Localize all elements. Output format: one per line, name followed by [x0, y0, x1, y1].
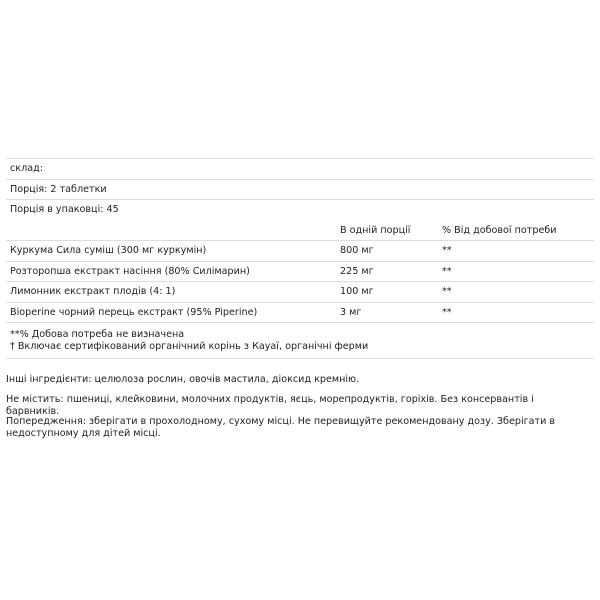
ingredient-row [6, 303, 594, 324]
free-from-statement: Не містить: пшениці, клейковини, молочних продуктів, яєць, морепродуктів, горіхів. Без консервантів і барвників. [6, 394, 534, 417]
ingredient-row [6, 241, 594, 262]
servings-per-container-row [6, 200, 594, 221]
facts-heading-row [6, 159, 594, 180]
column-header-row [6, 221, 594, 242]
footnote-daily-value: **% Добова потреба не визначена [10, 329, 185, 340]
ingredient-row [6, 282, 594, 303]
ingredient-daily-value: ** [442, 286, 452, 297]
column-header-amount: В одній порції [340, 224, 411, 236]
serving-size: Порція: 2 таблетки [10, 183, 107, 195]
ingredient-daily-value: ** [442, 245, 452, 256]
facts-footnotes [6, 323, 594, 359]
ingredient-row [6, 262, 594, 283]
ingredient-amount: 3 мг [340, 306, 362, 318]
column-header-daily-value: % Від добової потреби [442, 224, 557, 236]
ingredient-name: Bioperine чорний перець екстракт (95% Piperine) [10, 306, 258, 318]
ingredient-name: Лимонник екстракт плодів (4: 1) [10, 286, 176, 297]
ingredient-name: Куркума Сила суміш (300 мг куркумін) [10, 245, 207, 256]
ingredient-amount: 100 мг [340, 286, 374, 297]
other-ingredients: Інші інгредієнти: целюлоза рослин, овочів мастила, діоксид кремнію. [6, 374, 360, 385]
facts-heading: склад: [10, 163, 43, 174]
footnote-organic: † Включає сертифікований органічний корінь з Кауаї, органічні ферми [10, 341, 369, 352]
ingredient-daily-value: ** [442, 265, 452, 277]
warning-statement: Попередження: зберігати в прохолодному, сухому місці. Не перевищуйте рекомендовану дозу. Зберігати в недоступному для дітей місці. [6, 416, 556, 439]
ingredient-daily-value: ** [442, 306, 452, 318]
ingredient-amount: 225 мг [340, 265, 374, 277]
ingredient-name: Розторопша екстракт насіння (80% Силімарин) [10, 265, 250, 277]
ingredient-amount: 800 мг [340, 245, 374, 256]
serving-size-row [6, 180, 594, 201]
servings-per-container: Порція в упаковці: 45 [10, 204, 119, 215]
supplement-facts-table [6, 158, 594, 359]
